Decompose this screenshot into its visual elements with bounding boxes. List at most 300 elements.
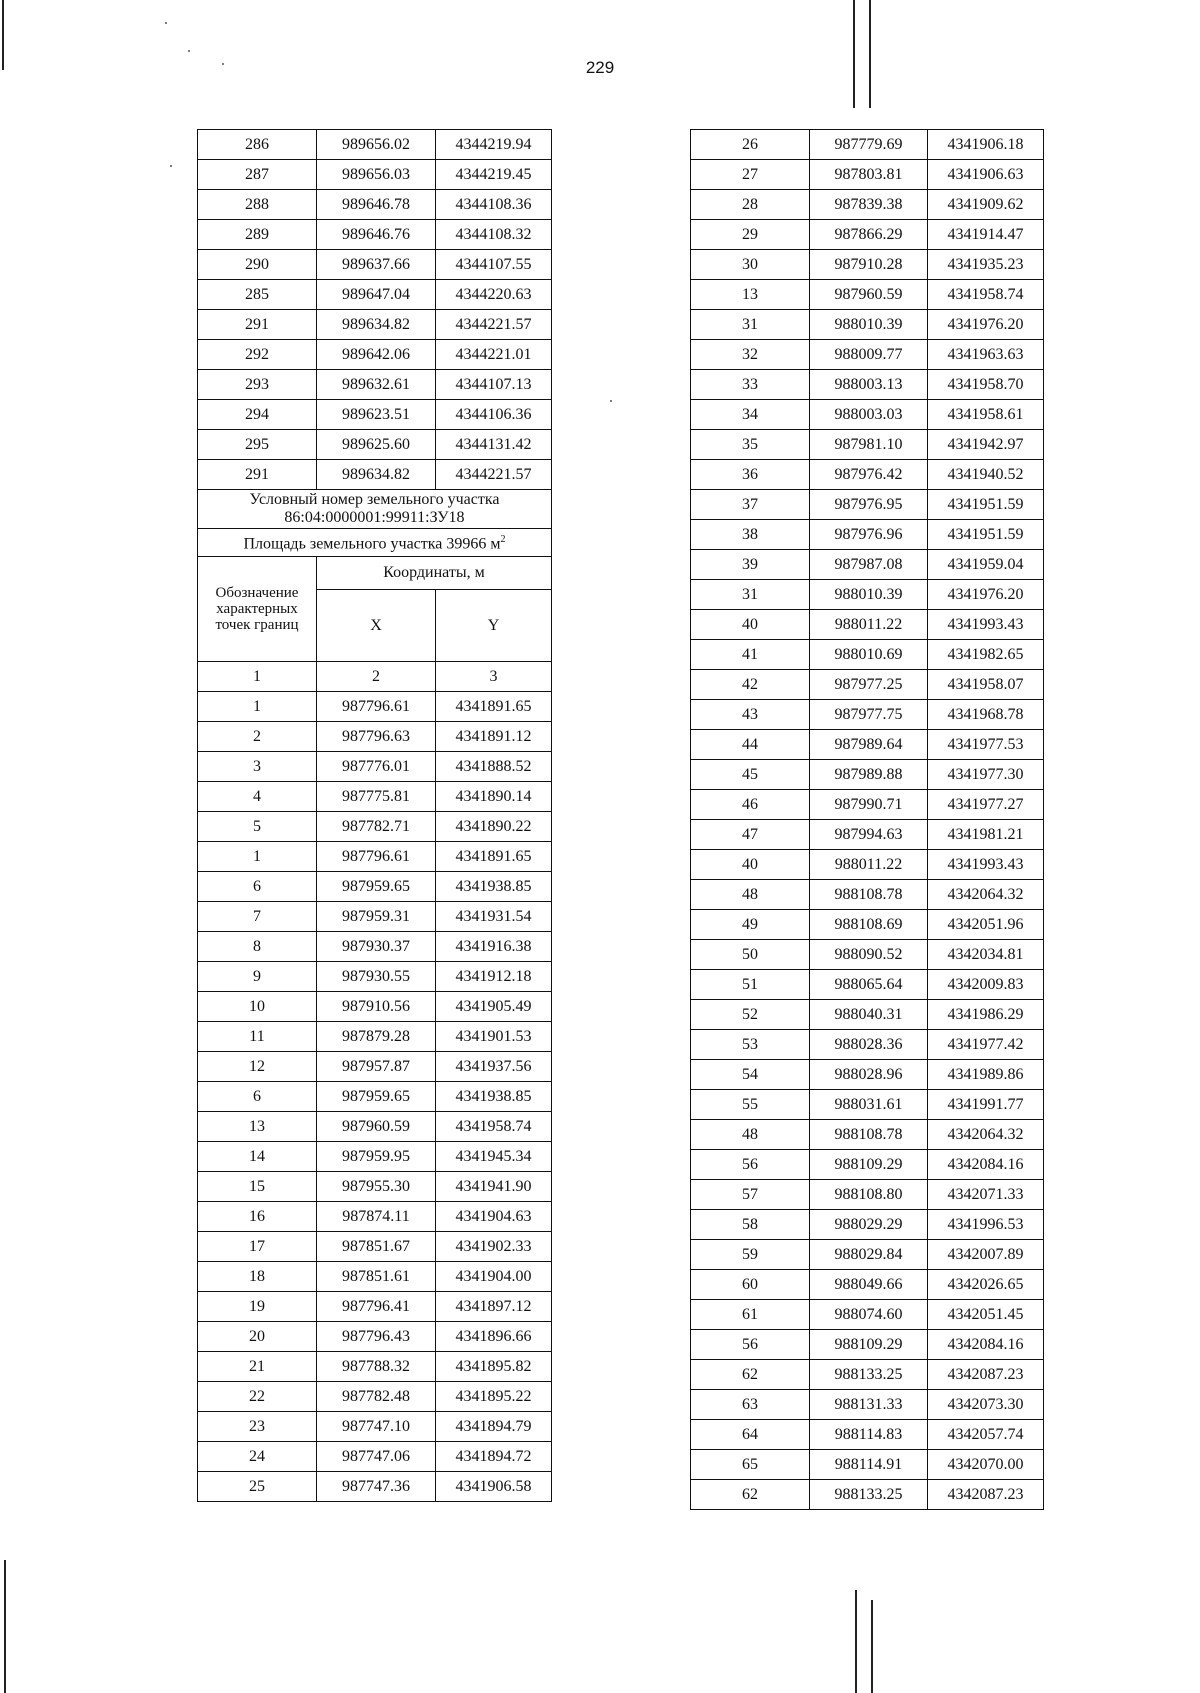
coordinates-table-right <box>690 129 1044 1510</box>
table-row <box>691 1210 1044 1240</box>
x-coordinate-cell: 988011.22 <box>810 610 928 640</box>
table-row <box>691 1030 1044 1060</box>
x-coordinate-cell: 988029.84 <box>810 1240 928 1270</box>
x-coordinate-cell: 987976.95 <box>810 490 928 520</box>
y-coordinate-cell: 4341958.70 <box>928 370 1044 400</box>
x-coordinate-cell: 987879.28 <box>317 1022 436 1052</box>
point-number-cell: 31 <box>691 310 810 340</box>
x-coordinate-cell: 987989.64 <box>810 730 928 760</box>
point-number-cell: 20 <box>198 1322 317 1352</box>
point-number-cell: 33 <box>691 370 810 400</box>
table-row <box>198 932 552 962</box>
y-coordinate-cell: 4344220.63 <box>436 280 552 310</box>
x-coordinate-cell: 987977.25 <box>810 670 928 700</box>
y-coordinate-cell: 4341940.52 <box>928 460 1044 490</box>
table-row <box>691 1150 1044 1180</box>
y-coordinate-cell: 4344108.32 <box>436 220 552 250</box>
table-row <box>198 962 552 992</box>
x-coordinate-cell: 988133.25 <box>810 1480 928 1510</box>
y-coordinate-cell: 4342064.32 <box>928 1120 1044 1150</box>
y-coordinate-cell: 4341906.63 <box>928 160 1044 190</box>
table-row <box>198 1232 552 1262</box>
x-coordinate-cell: 987874.11 <box>317 1202 436 1232</box>
table-row <box>691 340 1044 370</box>
scan-speck <box>222 63 224 65</box>
x-coordinate-cell: 987989.88 <box>810 760 928 790</box>
x-coordinate-cell: 987987.08 <box>810 550 928 580</box>
point-number-cell: 13 <box>691 280 810 310</box>
table-row <box>198 130 552 160</box>
point-number-cell: 36 <box>691 460 810 490</box>
y-coordinate-cell: 4341963.63 <box>928 340 1044 370</box>
x-coordinate-cell: 987747.06 <box>317 1442 436 1472</box>
y-coordinate-cell: 4341959.04 <box>928 550 1044 580</box>
y-coordinate-cell: 4341951.59 <box>928 490 1044 520</box>
table-row <box>691 1420 1044 1450</box>
point-number-cell: 25 <box>198 1472 317 1502</box>
x-coordinate-cell: 989646.76 <box>317 220 436 250</box>
header-row-1 <box>198 557 552 590</box>
point-number-cell: 44 <box>691 730 810 760</box>
table-row <box>691 760 1044 790</box>
point-number-cell: 12 <box>198 1052 317 1082</box>
y-coordinate-cell: 4341977.30 <box>928 760 1044 790</box>
x-coordinate-cell: 988029.29 <box>810 1210 928 1240</box>
x-coordinate-cell: 987957.87 <box>317 1052 436 1082</box>
y-coordinate-cell: 4341906.58 <box>436 1472 552 1502</box>
scan-margin-line-left-bottom <box>4 1560 6 1693</box>
point-number-cell: 41 <box>691 640 810 670</box>
point-number-cell: 60 <box>691 1270 810 1300</box>
x-coordinate-cell: 987803.81 <box>810 160 928 190</box>
x-coordinate-cell: 987977.75 <box>810 700 928 730</box>
table-row <box>198 460 552 490</box>
x-coordinate-cell: 988003.03 <box>810 400 928 430</box>
scan-binding-line-top-1 <box>853 0 855 108</box>
point-number-cell: 287 <box>198 160 317 190</box>
table-row <box>691 1390 1044 1420</box>
table-row <box>691 370 1044 400</box>
point-number-cell: 29 <box>691 220 810 250</box>
point-number-cell: 62 <box>691 1360 810 1390</box>
x-coordinate-cell: 988011.22 <box>810 850 928 880</box>
x-coordinate-cell: 987747.36 <box>317 1472 436 1502</box>
table-row <box>198 310 552 340</box>
header-y: Y <box>436 590 552 662</box>
y-coordinate-cell: 4341958.07 <box>928 670 1044 700</box>
y-coordinate-cell: 4342084.16 <box>928 1150 1044 1180</box>
y-coordinate-cell: 4342064.32 <box>928 880 1044 910</box>
y-coordinate-cell: 4344221.01 <box>436 340 552 370</box>
x-coordinate-cell: 988040.31 <box>810 1000 928 1030</box>
point-number-cell: 13 <box>198 1112 317 1142</box>
table-row <box>691 1270 1044 1300</box>
point-number-cell: 288 <box>198 190 317 220</box>
y-coordinate-cell: 4341916.38 <box>436 932 552 962</box>
y-coordinate-cell: 4341905.49 <box>436 992 552 1022</box>
y-coordinate-cell: 4344131.42 <box>436 430 552 460</box>
point-number-cell: 2 <box>198 722 317 752</box>
y-coordinate-cell: 4344219.94 <box>436 130 552 160</box>
x-coordinate-cell: 987930.37 <box>317 932 436 962</box>
point-number-cell: 21 <box>198 1352 317 1382</box>
x-coordinate-cell: 988010.69 <box>810 640 928 670</box>
point-number-cell: 290 <box>198 250 317 280</box>
table-row <box>691 820 1044 850</box>
y-coordinate-cell: 4341894.79 <box>436 1412 552 1442</box>
x-coordinate-cell: 987782.48 <box>317 1382 436 1412</box>
y-coordinate-cell: 4341958.61 <box>928 400 1044 430</box>
x-coordinate-cell: 989642.06 <box>317 340 436 370</box>
y-coordinate-cell: 4341909.62 <box>928 190 1044 220</box>
point-number-cell: 64 <box>691 1420 810 1450</box>
y-coordinate-cell: 4341968.78 <box>928 700 1044 730</box>
table-row <box>198 1022 552 1052</box>
table-row <box>691 850 1044 880</box>
y-coordinate-cell: 4342073.30 <box>928 1390 1044 1420</box>
table-row <box>198 812 552 842</box>
x-coordinate-cell: 988109.29 <box>810 1330 928 1360</box>
point-number-cell: 38 <box>691 520 810 550</box>
table-row <box>198 1292 552 1322</box>
y-coordinate-cell: 4344106.36 <box>436 400 552 430</box>
table-row <box>691 550 1044 580</box>
header-point-name: Обозначение характерных точек границ <box>198 557 317 662</box>
page-number: 229 <box>585 58 615 77</box>
table-row <box>198 722 552 752</box>
scan-binding-line-bottom-2 <box>871 1600 873 1693</box>
y-coordinate-cell: 4341902.33 <box>436 1232 552 1262</box>
table-row <box>691 580 1044 610</box>
point-number-cell: 35 <box>691 430 810 460</box>
table-row <box>691 400 1044 430</box>
y-coordinate-cell: 4341904.63 <box>436 1202 552 1232</box>
y-coordinate-cell: 4341935.23 <box>928 250 1044 280</box>
point-number-cell: 61 <box>691 1300 810 1330</box>
y-coordinate-cell: 4341895.22 <box>436 1382 552 1412</box>
y-coordinate-cell: 4344221.57 <box>436 460 552 490</box>
table-row <box>691 1180 1044 1210</box>
table-row <box>198 190 552 220</box>
x-coordinate-cell: 987775.81 <box>317 782 436 812</box>
x-coordinate-cell: 987910.56 <box>317 992 436 1022</box>
x-coordinate-cell: 989646.78 <box>317 190 436 220</box>
x-coordinate-cell: 988009.77 <box>810 340 928 370</box>
y-coordinate-cell: 4344107.55 <box>436 250 552 280</box>
table-row <box>198 1382 552 1412</box>
x-coordinate-cell: 987796.61 <box>317 692 436 722</box>
y-coordinate-cell: 4341945.34 <box>436 1142 552 1172</box>
x-coordinate-cell: 987747.10 <box>317 1412 436 1442</box>
x-coordinate-cell: 988108.80 <box>810 1180 928 1210</box>
point-number-cell: 58 <box>691 1210 810 1240</box>
point-number-cell: 48 <box>691 880 810 910</box>
table-row <box>198 370 552 400</box>
x-coordinate-cell: 987776.01 <box>317 752 436 782</box>
x-coordinate-cell: 987960.59 <box>317 1112 436 1142</box>
table-row <box>198 1472 552 1502</box>
table-row <box>691 1240 1044 1270</box>
table-row <box>691 250 1044 280</box>
x-coordinate-cell: 987851.61 <box>317 1262 436 1292</box>
point-number-cell: 45 <box>691 760 810 790</box>
y-coordinate-cell: 4344219.45 <box>436 160 552 190</box>
point-number-cell: 39 <box>691 550 810 580</box>
y-coordinate-cell: 4341895.82 <box>436 1352 552 1382</box>
table-row <box>198 1172 552 1202</box>
parcel-number-caption: Условный номер земельного участка 86:04:0000001:99911:ЗУ18 <box>198 490 552 529</box>
table-row <box>198 220 552 250</box>
y-coordinate-cell: 4341942.97 <box>928 430 1044 460</box>
y-coordinate-cell: 4341901.53 <box>436 1022 552 1052</box>
table-row <box>198 280 552 310</box>
y-coordinate-cell: 4341914.47 <box>928 220 1044 250</box>
table-row <box>198 340 552 370</box>
table-row <box>198 1082 552 1112</box>
table-row <box>691 310 1044 340</box>
point-number-cell: 292 <box>198 340 317 370</box>
left-table-bottom-rows <box>198 692 552 1502</box>
x-coordinate-cell: 989625.60 <box>317 430 436 460</box>
x-coordinate-cell: 987788.32 <box>317 1352 436 1382</box>
point-number-cell: 62 <box>691 1480 810 1510</box>
table-row <box>198 752 552 782</box>
x-coordinate-cell: 987960.59 <box>810 280 928 310</box>
table-row <box>691 1480 1044 1510</box>
x-coordinate-cell: 987959.31 <box>317 902 436 932</box>
table-row <box>198 400 552 430</box>
y-coordinate-cell: 4341958.74 <box>928 280 1044 310</box>
y-coordinate-cell: 4341981.21 <box>928 820 1044 850</box>
y-coordinate-cell: 4341890.22 <box>436 812 552 842</box>
point-number-cell: 289 <box>198 220 317 250</box>
y-coordinate-cell: 4341912.18 <box>436 962 552 992</box>
x-coordinate-cell: 988031.61 <box>810 1090 928 1120</box>
scan-speck <box>165 22 167 24</box>
y-coordinate-cell: 4342007.89 <box>928 1240 1044 1270</box>
x-coordinate-cell: 989647.04 <box>317 280 436 310</box>
point-number-cell: 40 <box>691 610 810 640</box>
y-coordinate-cell: 4341976.20 <box>928 580 1044 610</box>
y-coordinate-cell: 4342087.23 <box>928 1360 1044 1390</box>
point-number-cell: 8 <box>198 932 317 962</box>
y-coordinate-cell: 4341991.77 <box>928 1090 1044 1120</box>
table-row <box>691 670 1044 700</box>
point-number-cell: 23 <box>198 1412 317 1442</box>
point-number-cell: 15 <box>198 1172 317 1202</box>
y-coordinate-cell: 4341989.86 <box>928 1060 1044 1090</box>
point-number-cell: 42 <box>691 670 810 700</box>
x-coordinate-cell: 987930.55 <box>317 962 436 992</box>
y-coordinate-cell: 4341941.90 <box>436 1172 552 1202</box>
table-row <box>691 190 1044 220</box>
point-number-cell: 17 <box>198 1232 317 1262</box>
x-coordinate-cell: 988109.29 <box>810 1150 928 1180</box>
table-row <box>198 842 552 872</box>
point-number-cell: 22 <box>198 1382 317 1412</box>
y-coordinate-cell: 4341951.59 <box>928 520 1044 550</box>
y-coordinate-cell: 4341993.43 <box>928 850 1044 880</box>
table-row <box>691 160 1044 190</box>
table-row <box>691 1330 1044 1360</box>
y-coordinate-cell: 4344221.57 <box>436 310 552 340</box>
area-caption-row <box>198 529 552 557</box>
table-row <box>691 220 1044 250</box>
y-coordinate-cell: 4341891.65 <box>436 842 552 872</box>
point-number-cell: 34 <box>691 400 810 430</box>
table-row <box>691 1450 1044 1480</box>
left-table-top-rows <box>198 130 552 490</box>
point-number-cell: 50 <box>691 940 810 970</box>
table-row <box>198 872 552 902</box>
y-coordinate-cell: 4341986.29 <box>928 1000 1044 1030</box>
x-coordinate-cell: 988090.52 <box>810 940 928 970</box>
y-coordinate-cell: 4341897.12 <box>436 1292 552 1322</box>
x-coordinate-cell: 989632.61 <box>317 370 436 400</box>
x-coordinate-cell: 988131.33 <box>810 1390 928 1420</box>
point-number-cell: 30 <box>691 250 810 280</box>
point-number-cell: 19 <box>198 1292 317 1322</box>
x-coordinate-cell: 987955.30 <box>317 1172 436 1202</box>
table-row <box>691 520 1044 550</box>
table-row <box>691 460 1044 490</box>
table-row <box>198 1112 552 1142</box>
x-coordinate-cell: 988108.78 <box>810 1120 928 1150</box>
x-coordinate-cell: 987976.42 <box>810 460 928 490</box>
point-number-cell: 37 <box>691 490 810 520</box>
table-row <box>198 1352 552 1382</box>
left-table-header <box>198 490 552 692</box>
y-coordinate-cell: 4341931.54 <box>436 902 552 932</box>
x-coordinate-cell: 988108.78 <box>810 880 928 910</box>
x-coordinate-cell: 988114.91 <box>810 1450 928 1480</box>
table-row <box>691 790 1044 820</box>
table-row <box>691 880 1044 910</box>
y-coordinate-cell: 4342057.74 <box>928 1420 1044 1450</box>
y-coordinate-cell: 4344108.36 <box>436 190 552 220</box>
table-row <box>198 692 552 722</box>
y-coordinate-cell: 4341996.53 <box>928 1210 1044 1240</box>
x-coordinate-cell: 988010.39 <box>810 580 928 610</box>
column-number-1: 1 <box>198 662 317 692</box>
x-coordinate-cell: 989634.82 <box>317 460 436 490</box>
table-row <box>198 1442 552 1472</box>
table-row <box>198 902 552 932</box>
point-number-cell: 4 <box>198 782 317 812</box>
table-row <box>691 1060 1044 1090</box>
point-number-cell: 1 <box>198 842 317 872</box>
x-coordinate-cell: 987796.63 <box>317 722 436 752</box>
header-x: X <box>317 590 436 662</box>
point-number-cell: 24 <box>198 1442 317 1472</box>
column-number-2: 2 <box>317 662 436 692</box>
table-row <box>198 250 552 280</box>
table-row <box>691 1090 1044 1120</box>
y-coordinate-cell: 4341891.65 <box>436 692 552 722</box>
y-coordinate-cell: 4341977.53 <box>928 730 1044 760</box>
table-row <box>691 1300 1044 1330</box>
scan-binding-line-bottom-1 <box>855 1590 857 1693</box>
x-coordinate-cell: 989637.66 <box>317 250 436 280</box>
x-coordinate-cell: 987839.38 <box>810 190 928 220</box>
y-coordinate-cell: 4344107.13 <box>436 370 552 400</box>
y-coordinate-cell: 4341906.18 <box>928 130 1044 160</box>
y-coordinate-cell: 4341982.65 <box>928 640 1044 670</box>
x-coordinate-cell: 987910.28 <box>810 250 928 280</box>
header-coordinates: Координаты, м <box>317 557 552 590</box>
x-coordinate-cell: 987959.65 <box>317 1082 436 1112</box>
table-row <box>198 1262 552 1292</box>
point-number-cell: 286 <box>198 130 317 160</box>
point-number-cell: 18 <box>198 1262 317 1292</box>
y-coordinate-cell: 4341938.85 <box>436 1082 552 1112</box>
table-row <box>691 280 1044 310</box>
point-number-cell: 65 <box>691 1450 810 1480</box>
table-row <box>691 730 1044 760</box>
y-coordinate-cell: 4341888.52 <box>436 752 552 782</box>
point-number-cell: 46 <box>691 790 810 820</box>
y-coordinate-cell: 4341904.00 <box>436 1262 552 1292</box>
y-coordinate-cell: 4342009.83 <box>928 970 1044 1000</box>
coordinates-table-left <box>197 129 552 1502</box>
scan-speck <box>188 50 190 52</box>
point-number-cell: 5 <box>198 812 317 842</box>
y-coordinate-cell: 4342084.16 <box>928 1330 1044 1360</box>
point-number-cell: 3 <box>198 752 317 782</box>
table-row <box>691 970 1044 1000</box>
point-number-cell: 57 <box>691 1180 810 1210</box>
point-number-cell: 56 <box>691 1150 810 1180</box>
point-number-cell: 59 <box>691 1240 810 1270</box>
table-row <box>691 940 1044 970</box>
x-coordinate-cell: 987796.61 <box>317 842 436 872</box>
point-number-cell: 10 <box>198 992 317 1022</box>
y-coordinate-cell: 4341894.72 <box>436 1442 552 1472</box>
point-number-cell: 32 <box>691 340 810 370</box>
x-coordinate-cell: 987779.69 <box>810 130 928 160</box>
table-row <box>198 1142 552 1172</box>
table-row <box>691 640 1044 670</box>
x-coordinate-cell: 987990.71 <box>810 790 928 820</box>
point-number-cell: 291 <box>198 460 317 490</box>
point-number-cell: 9 <box>198 962 317 992</box>
table-row <box>691 1120 1044 1150</box>
point-number-cell: 16 <box>198 1202 317 1232</box>
area-text: Площадь земельного участка 39966 м <box>243 535 501 553</box>
x-coordinate-cell: 987959.65 <box>317 872 436 902</box>
point-number-cell: 48 <box>691 1120 810 1150</box>
area-unit-superscript: 2 <box>500 534 506 546</box>
x-coordinate-cell: 988065.64 <box>810 970 928 1000</box>
table-row <box>198 782 552 812</box>
point-number-cell: 54 <box>691 1060 810 1090</box>
y-coordinate-cell: 4342051.45 <box>928 1300 1044 1330</box>
y-coordinate-cell: 4342087.23 <box>928 1480 1044 1510</box>
scan-speck <box>610 400 612 402</box>
right-table-rows <box>691 130 1044 1510</box>
x-coordinate-cell: 988010.39 <box>810 310 928 340</box>
point-number-cell: 7 <box>198 902 317 932</box>
y-coordinate-cell: 4341977.27 <box>928 790 1044 820</box>
table-row <box>198 1322 552 1352</box>
x-coordinate-cell: 989634.82 <box>317 310 436 340</box>
y-coordinate-cell: 4341993.43 <box>928 610 1044 640</box>
column-number-3: 3 <box>436 662 552 692</box>
point-number-cell: 56 <box>691 1330 810 1360</box>
table-row <box>691 1000 1044 1030</box>
point-number-cell: 27 <box>691 160 810 190</box>
table-row <box>691 700 1044 730</box>
